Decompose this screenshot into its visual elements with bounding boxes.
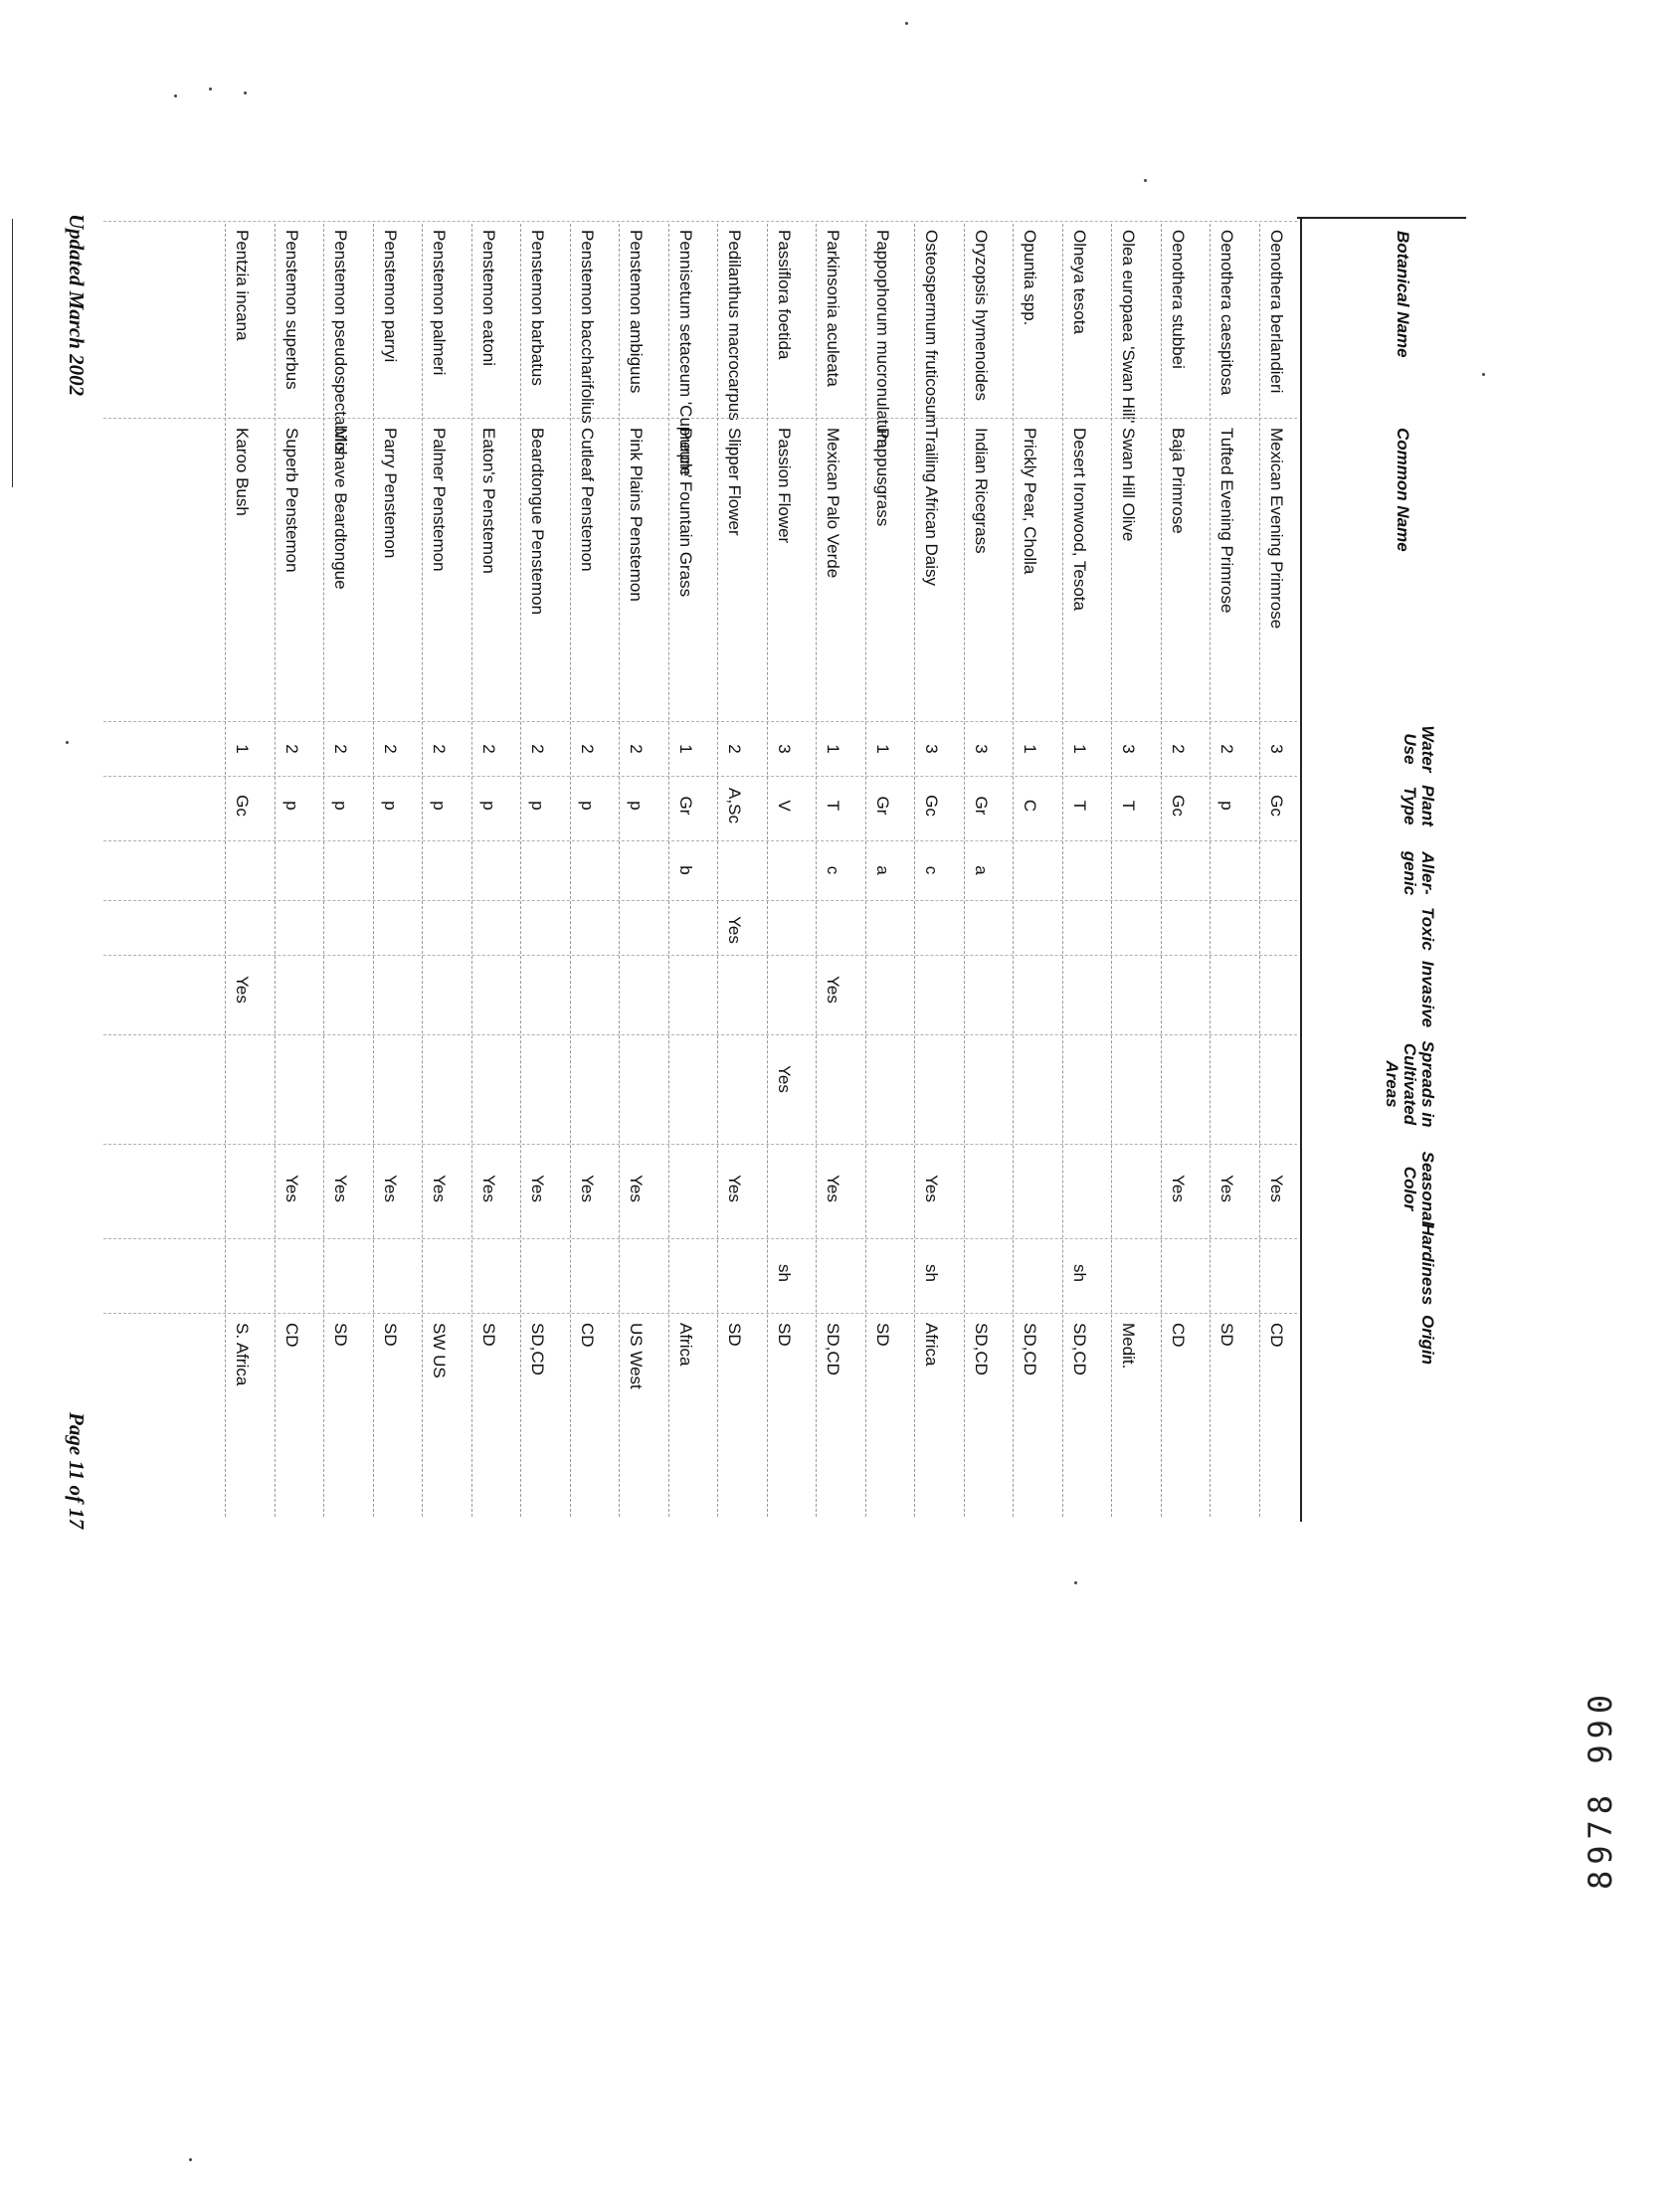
cell-plant-type: Gr [873,796,892,816]
cell-origin: SD [331,1323,351,1347]
header-invasive: Invasive [1418,961,1437,1028]
cell-plant-type: p [627,801,647,811]
cell-botanical-name: Pappophorum mucronulatum [873,230,892,449]
cell-plant-type: p [528,801,548,811]
cell-common-name: Mohave Beardtongue [331,428,351,590]
header-botanical-name: Botanical Name [1394,231,1412,358]
cell-botanical-name: Penstemon eatoni [479,230,498,367]
cell-origin: Africa [676,1323,695,1367]
cell-water-use: 2 [1169,744,1188,754]
cell-common-name: Tufted Evening Primrose [1217,428,1237,614]
cell-origin: SD [1217,1323,1237,1347]
cell-water-use: 1 [824,744,843,754]
cell-common-name: Pappusgrass [873,428,892,527]
cell-origin: CD [578,1323,597,1348]
column-divider [103,221,1297,223]
cell-water-use: 2 [282,744,301,754]
cell-botanical-name: Penstemon parryi [381,230,400,363]
cell-origin: CD [282,1323,301,1348]
cell-allergenic: c [824,865,843,875]
cell-allergenic: c [922,865,942,875]
cell-seasonal-color: Yes [1217,1175,1237,1202]
header-left-rule [1297,217,1466,219]
cell-plant-type: Gc [1169,795,1188,817]
cell-water-use: 1 [676,744,695,754]
scan-speck [244,92,247,94]
column-divider [103,721,1297,723]
cell-toxic: Yes [725,916,745,944]
cell-common-name: Cutleaf Penstemon [578,428,597,572]
cell-botanical-name: Parkinsonia aculeata [824,230,843,387]
cell-water-use: 2 [725,744,745,754]
cell-origin: SW US [430,1323,450,1378]
cell-water-use: 1 [1021,744,1040,754]
header-toxic: Toxic [1418,907,1437,951]
scan-stamp: 8978 990 [1582,1688,1619,1890]
cell-origin: SD,CD [1070,1323,1089,1375]
cell-origin: SD [479,1323,498,1347]
cell-botanical-name: Penstemon ambiguus [627,230,647,394]
scan-artifact-line [12,219,13,487]
column-divider [103,1034,1297,1036]
cell-water-use: 3 [1267,744,1286,754]
cell-water-use: 1 [873,744,892,754]
cell-plant-type: p [381,801,400,811]
cell-botanical-name: Penstemon pseudospectabilis [331,230,351,455]
cell-seasonal-color: Yes [725,1175,745,1202]
cell-seasonal-color: Yes [922,1175,942,1202]
cell-spreads: Yes [775,1065,794,1093]
cell-allergenic: a [873,865,892,875]
cell-plant-type: C [1021,799,1040,813]
cell-common-name: Swan Hill Olive [1119,428,1139,542]
cell-plant-type: Gr [676,796,695,816]
cell-water-use: 2 [1217,744,1237,754]
updated-date: Updated March 2002 [65,214,89,397]
cell-plant-type: p [331,801,351,811]
cell-water-use: 3 [1119,744,1139,754]
cell-common-name: Palmer Penstemon [430,428,450,572]
scan-speck [1144,179,1147,182]
cell-seasonal-color: Yes [381,1175,400,1202]
cell-origin: SD [381,1323,400,1347]
cell-common-name: Baja Primrose [1169,428,1188,534]
cell-hardiness: sh [1070,1264,1089,1282]
cell-common-name: Superb Penstemon [282,428,301,573]
header-common-name: Common Name [1394,428,1412,552]
cell-water-use: 1 [1070,744,1089,754]
cell-common-name: Mexican Palo Verde [824,428,843,579]
cell-common-name: Pink Plains Penstemon [627,428,647,602]
cell-botanical-name: Penstemon barbatus [528,230,548,386]
cell-water-use: 2 [528,744,548,754]
cell-water-use: 2 [381,744,400,754]
cell-common-name: Passion Flower [775,428,794,544]
scan-speck [905,22,908,25]
cell-origin: Medit. [1119,1323,1139,1370]
scan-speck [1482,373,1485,376]
cell-water-use: 3 [775,744,794,754]
cell-origin: S. Africa [233,1323,253,1386]
cell-allergenic: b [676,865,695,875]
header-seasonal-color: Seasonal Color [1400,1151,1437,1226]
page-number: Page 11 of 17 [65,1412,89,1530]
cell-origin: CD [1267,1323,1286,1348]
cell-botanical-name: Osteospermum fruticosum [922,230,942,429]
cell-botanical-name: Oenothera stubbei [1169,230,1188,369]
cell-allergenic: a [972,865,991,875]
cell-plant-type: T [1119,800,1139,812]
cell-seasonal-color: Yes [627,1175,647,1202]
cell-origin: SD,CD [1021,1323,1040,1375]
cell-plant-type: p [479,801,498,811]
cell-common-name: Eaton's Penstemon [479,428,498,574]
cell-botanical-name: Penstemon palmeri [430,230,450,376]
header-hardiness: Hardiness [1418,1223,1437,1306]
column-divider [103,840,1297,842]
cell-botanical-name: Penstemon baccharifolius [578,230,597,424]
cell-botanical-name: Oryzopsis hymenoides [972,230,991,401]
cell-botanical-name: Passiflora foetida [775,230,794,360]
cell-water-use: 2 [331,744,351,754]
cell-water-use: 2 [578,744,597,754]
column-divider [103,900,1297,902]
scan-speck [209,88,212,91]
scan-speck [66,741,69,744]
cell-common-name: Prickly Pear, Cholla [1021,428,1040,575]
cell-origin: SD,CD [824,1323,843,1375]
header-plant-type: Plant Type [1400,785,1437,826]
cell-water-use: 2 [430,744,450,754]
cell-plant-type: Gc [922,795,942,817]
cell-water-use: 3 [972,744,991,754]
cell-plant-type: Gc [233,795,253,817]
cell-plant-type: Gr [972,796,991,816]
cell-botanical-name: Olneya tesota [1070,230,1089,334]
cell-common-name: Trailing African Daisy [922,428,942,587]
cell-plant-type: T [1070,800,1089,812]
cell-common-name: Desert Ironwood, Tesota [1070,428,1089,611]
cell-seasonal-color: Yes [1267,1175,1286,1202]
cell-origin: SD [873,1323,892,1347]
cell-botanical-name: Oenothera caespitosa [1217,230,1237,396]
cell-botanical-name: Penstemon superbus [282,230,301,390]
cell-origin: Africa [922,1323,942,1367]
cell-common-name: Indian Ricegrass [972,428,991,554]
cell-common-name: Purple Fountain Grass [676,428,695,598]
cell-plant-type: p [578,801,597,811]
cell-origin: SD,CD [528,1323,548,1375]
header-origin: Origin [1418,1315,1437,1366]
header-bottom-rule [1300,219,1302,1522]
cell-common-name: Karoo Bush [233,428,253,516]
cell-seasonal-color: Yes [578,1175,597,1202]
cell-seasonal-color: Yes [824,1175,843,1202]
cell-common-name: Parry Penstemon [381,428,400,559]
cell-seasonal-color: Yes [1169,1175,1188,1202]
cell-common-name: Mexican Evening Primrose [1267,428,1286,630]
cell-botanical-name: Oenothera berlandieri [1267,230,1286,394]
scan-speck [1074,1581,1077,1584]
cell-common-name: Beardtongue Penstemon [528,428,548,616]
cell-origin: SD [725,1323,745,1347]
header-water-use: Water Use [1400,725,1437,773]
header-spreads: Spreads in Cultivated Areas [1383,1040,1437,1128]
cell-plant-type: p [1217,801,1237,811]
cell-hardiness: sh [775,1264,794,1282]
cell-plant-type: T [824,800,843,812]
column-divider [103,1313,1297,1315]
cell-origin: SD [775,1323,794,1347]
scan-speck [189,2158,192,2161]
cell-invasive: Yes [824,976,843,1004]
cell-plant-type: p [430,801,450,811]
cell-plant-type: A,Sc [725,788,745,824]
scan-speck [174,94,177,97]
cell-invasive: Yes [233,976,253,1004]
cell-origin: CD [1169,1323,1188,1348]
column-divider [103,955,1297,957]
cell-plant-type: p [282,801,301,811]
column-divider [103,776,1297,778]
cell-origin: SD,CD [972,1323,991,1375]
cell-seasonal-color: Yes [282,1175,301,1202]
cell-hardiness: sh [922,1264,942,1282]
cell-botanical-name: Pedilanthus macrocarpus [725,230,745,421]
cell-plant-type: Gc [1267,795,1286,817]
cell-plant-type: V [775,800,794,812]
cell-botanical-name: Olea europaea 'Swan Hill' [1119,230,1139,424]
cell-water-use: 3 [922,744,942,754]
column-divider [103,418,1297,420]
cell-water-use: 2 [479,744,498,754]
cell-seasonal-color: Yes [331,1175,351,1202]
cell-common-name: Slipper Flower [725,428,745,536]
cell-seasonal-color: Yes [528,1175,548,1202]
cell-seasonal-color: Yes [479,1175,498,1202]
cell-botanical-name: Pentzia incana [233,230,253,341]
header-allergenic: Aller- genic [1400,850,1437,896]
cell-origin: US West [627,1323,647,1389]
column-divider [103,1238,1297,1240]
cell-water-use: 1 [233,744,253,754]
cell-water-use: 2 [627,744,647,754]
cell-botanical-name: Opuntia spp. [1021,230,1040,326]
cell-seasonal-color: Yes [430,1175,450,1202]
cell-botanical-name: Pennisetum setaceum 'Cupreum' [676,230,695,478]
column-divider [103,1144,1297,1146]
